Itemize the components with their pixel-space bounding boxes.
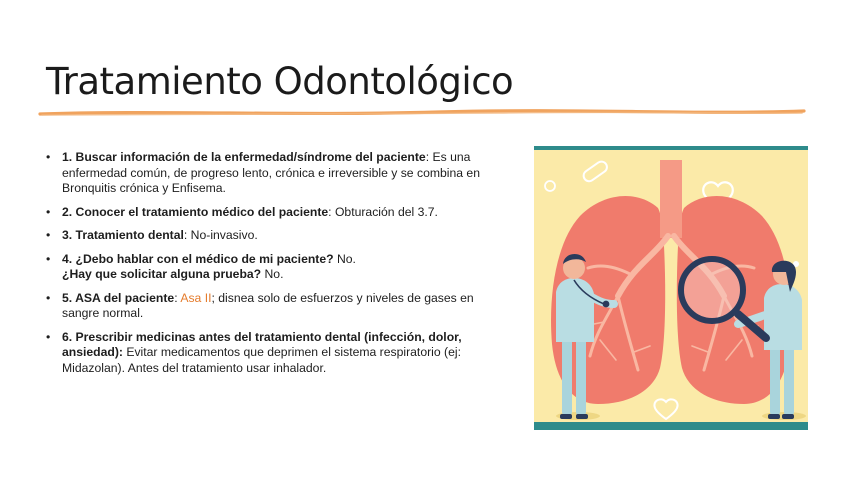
lungs-illustration [534,146,808,430]
item-text: No. [333,251,356,266]
bullet-glyph: • [46,228,51,242]
item-heading: 4. ¿Debo hablar con el médico de mi paciente? [62,251,334,266]
item-text: Evitar medicamentos que deprimen el sistema respiratorio (ej: Midazolan). Antes del tratamiento usar inhalador. [62,345,461,375]
bullet-glyph: • [46,329,51,344]
bullet-glyph: • [46,290,51,305]
item-heading: 5. ASA del paciente [62,290,175,305]
item-subheading: ¿Hay que solicitar alguna prueba? [62,267,262,281]
item-text: : No-invasivo. [183,228,258,242]
item-heading: 1. Buscar información de la enfermedad/síndrome del paciente [62,150,426,164]
list-item [46,150,506,197]
item-heading: 3. Tratamiento dental [62,228,184,242]
bullet-list [46,150,506,384]
bullet-glyph: • [46,204,51,219]
asa-highlight: Asa II [180,290,212,305]
item-text: : Obturación del 3.7. [328,204,438,219]
item-text: ; disnea solo de esfuerzos y niveles de gases en sangre normal. [62,290,474,320]
list-item [46,228,506,244]
list-item [46,252,506,283]
item-heading: 6. Prescribir medicinas antes del tratamiento dental (infección, dolor, ansiedad): [62,329,462,359]
item-text: : Es una enfermedad común, de progreso lento, crónica e irreversible y se combina en Bronquitis crónica y Enfisema. [62,150,480,195]
list-item [46,330,506,377]
bullet-glyph: • [46,251,51,266]
list-item [46,291,506,322]
item-subtext: No. [261,267,284,281]
item-heading: 2. Conocer el tratamiento médico del paciente [62,204,329,219]
list-item [46,205,506,221]
bullet-glyph: • [46,150,51,164]
item-text-pre: : [174,290,181,305]
title-divider [38,106,806,120]
slide-title: Tratamiento Odontológico [46,60,514,103]
